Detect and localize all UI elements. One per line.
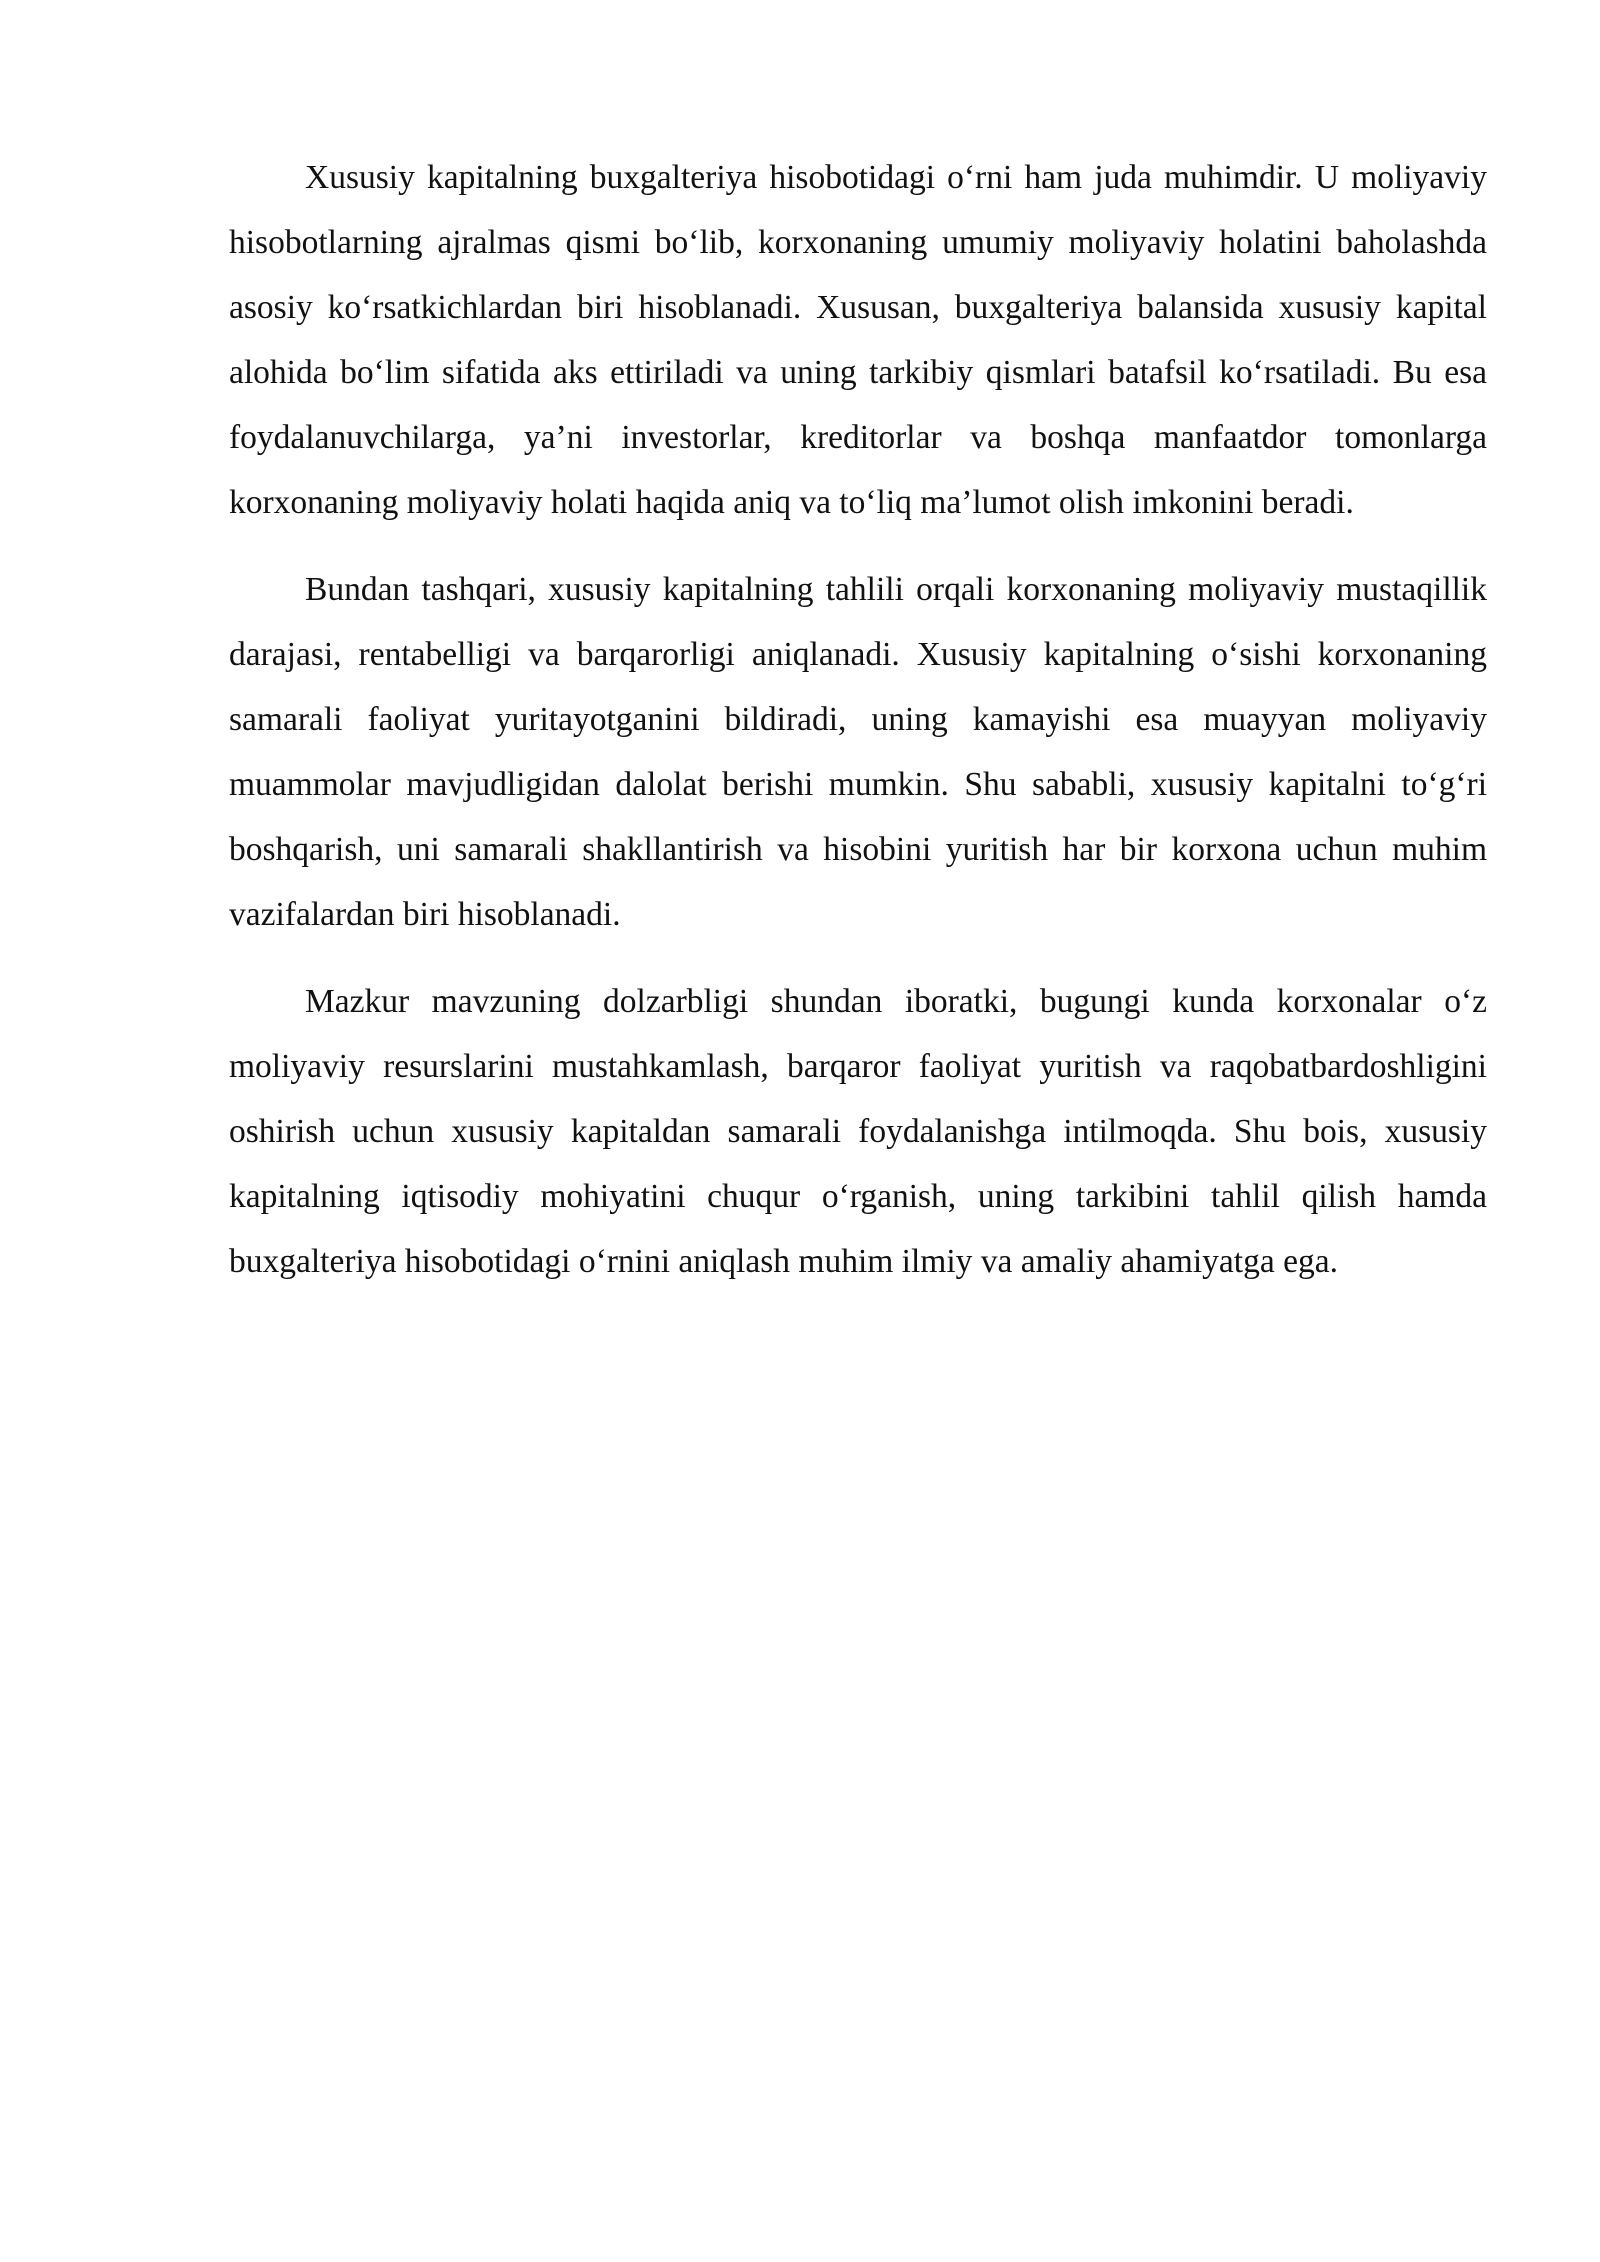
document-body bbox=[229, 145, 1487, 1316]
paragraph-3: Mazkur mavzuning dolzarbligi shundan iboratki, bugungi kunda korxonalar o‘z moliyaviy resurslarini mustahkamlash, barqaror faoliyat yuritish va raqobatbardoshligini oshirish uchun xususiy kapitaldan samarali foydalanishga intilmoqda. Shu bois, xususiy kapitalning iqtisodiy mohiyatini chuqur o‘rganish, uning tarkibini tahlil qilish hamda buxgalteriya hisobotidagi o‘rnini aniqlash muhim ilmiy va amaliy ahamiyatga ega. bbox=[229, 983, 1487, 1280]
paragraph-2: Bundan tashqari, xususiy kapitalning tahlili orqali korxonaning moliyaviy mustaqillik darajasi, rentabelligi va barqarorligi aniqlanadi. Xususiy kapitalning o‘sishi korxonaning samarali faoliyat yuritayotganini bildiradi, uning kamayishi esa muayyan moliyaviy muammolar mavjudligidan dalolat berishi mumkin. Shu sababli, xususiy kapitalni to‘g‘ri boshqarish, uni samarali shakllantirish va hisobini yuritish har bir korxona uchun muhim vazifalardan biri hisoblanadi. bbox=[229, 571, 1487, 933]
paragraph-1: Xususiy kapitalning buxgalteriya hisobotidagi o‘rni ham juda muhimdir. U moliyaviy hisobotlarning ajralmas qismi bo‘lib, korxonaning umumiy moliyaviy holatini baholashda asosiy ko‘rsatkichlardan biri hisoblanadi. Xususan, buxgalteriya balansida xususiy kapital alohida bo‘lim sifatida aks ettiriladi va uning tarkibiy qismlari batafsil ko‘rsatiladi. Bu esa foydalanuvchilarga, ya’ni investorlar, kreditorlar va boshqa manfaatdor tomonlarga korxonaning moliyaviy holati haqida aniq va to‘liq ma’lumot olish imkonini beradi. bbox=[229, 159, 1487, 521]
